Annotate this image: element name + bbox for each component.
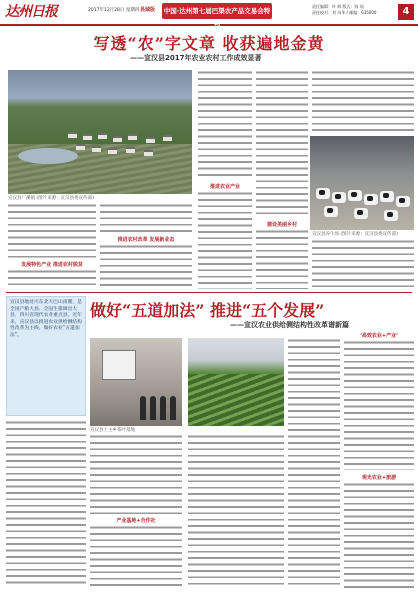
article2-subhead-2: 产业基地+合作社 — [116, 518, 156, 524]
issue-date: 2017年12月28日 星期四 — [88, 8, 140, 13]
meeting-photo — [90, 338, 182, 426]
masthead — [0, 0, 418, 31]
article1-col3-text-b — [198, 191, 252, 289]
village-photo-caption: 宣汉县厂溪镇 (图片来源：宣汉县委宣传部) — [8, 196, 94, 201]
tea-photo-caption: 宣汉县土主乡茶叶基地 — [90, 428, 135, 433]
article1-subhead-2: 推进农村改革 发展新业态 — [117, 237, 175, 243]
intro-box — [6, 296, 86, 416]
article1-col5-text — [312, 70, 414, 132]
tea-plantation-photo — [188, 338, 284, 426]
article2-col1-text — [6, 420, 86, 588]
article2-subhead-3: 观光农业+旅游 — [361, 475, 397, 481]
cattle-photo-caption: 宣汉县养牛场 (图片来源：宣汉县委宣传部) — [312, 232, 398, 237]
article1-subhead-1: 发展特色产业 推进农村脱贫 — [21, 262, 83, 268]
newspaper-logo: 达州日报 — [5, 4, 57, 20]
article1-col1-text — [8, 203, 96, 259]
article1-col4-text-b — [256, 229, 308, 289]
section-name: 县域版 — [140, 7, 156, 13]
page-number: 4 — [398, 4, 414, 20]
article1-col2-text — [100, 203, 192, 233]
article2-col3-text — [288, 338, 340, 588]
cattle-farm-photo — [310, 136, 414, 230]
article2-subtitle: ——宣汉农业供给侧结构性改革谱新篇 — [230, 321, 349, 329]
article2-col4-text — [344, 340, 414, 470]
article1-col1-text-b — [8, 269, 96, 289]
article2-col2b-text — [188, 434, 284, 588]
article1-col4-text — [256, 70, 308, 218]
article2-headline: 做好“五道加法” 推进“五个发展” — [90, 301, 325, 320]
village-photo — [8, 70, 192, 194]
article2-col4-text-b — [344, 482, 414, 588]
article1-subhead-4: 建设美丽乡村 — [266, 222, 297, 228]
article2-col2-text — [90, 434, 182, 514]
article2-col2-text-b — [90, 525, 182, 588]
article2-subhead-1: ‘高效农业+产业’ — [360, 333, 398, 339]
article1-col3-text — [198, 70, 252, 180]
article1-col5-text-b — [312, 239, 414, 289]
article1-col2-text-b — [100, 244, 192, 289]
special-issue-banner: 中国·达州第七届巴渠农产品交易会特刊 — [162, 3, 272, 19]
intro-box-text: 宣汉县地处川东北大巴山南麓，是全国产粮大县、全国生猪调出大县、四川省现代农业重点县。近年来，宣汉县以推进农业供给侧结构性改革为主线，做好农业“五道加法”。 — [10, 300, 82, 338]
section-divider — [6, 292, 412, 293]
editor-info: 责任编辑：叶 辉 版式：陈 灿 责任校对：刘 风华 / 邮编：635000 — [312, 4, 377, 15]
article1-subtitle: ——宣汉县2017年农业农村工作成效显著 — [130, 54, 262, 62]
article1-subhead-3: 推进农业产业 — [209, 184, 240, 190]
article1-headline: 写透“农”字文章 收获遍地金黄 — [93, 34, 325, 53]
